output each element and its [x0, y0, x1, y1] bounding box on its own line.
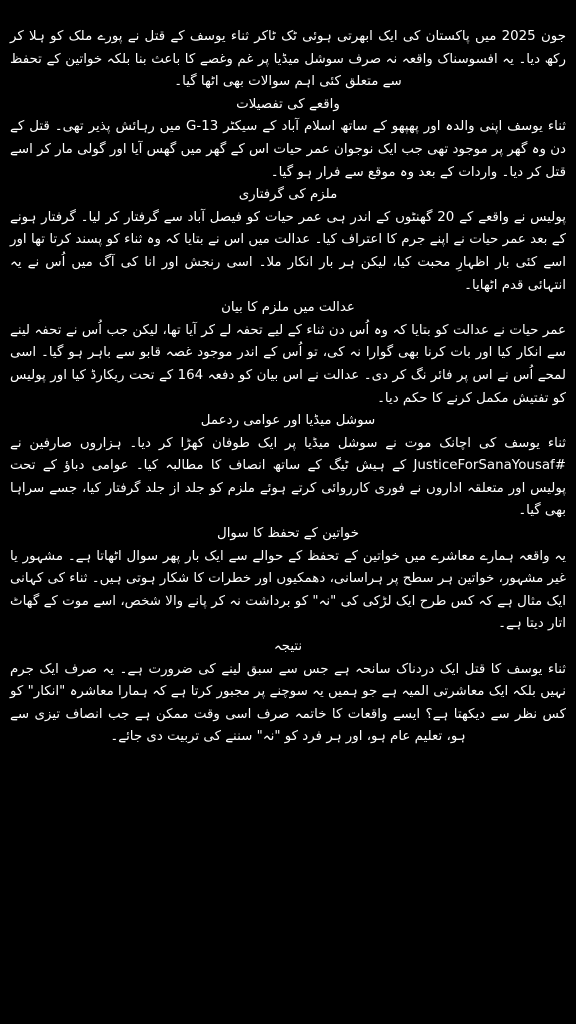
section-body-details: ثناء یوسف اپنی والدہ اور پھپھو کے ساتھ اسلام آباد کے سیکٹر G-13 میں رہائش پذیر تھی۔ قتل کے دن وہ گھر پر موجود تھی جب ایک نوجوان عمر حیات اس کے گھر میں گھس آیا اور گولی مار کر اسے قتل کر دیا۔ واردات کے بعد وہ موقع سے فرار ہو گیا۔ — [10, 119, 566, 180]
section-heading-women-safety: خواتین کے تحفظ کا سوال — [216, 526, 360, 542]
section-heading-details: واقعے کی تفصیلات — [236, 96, 340, 112]
section-body-court-statement: عمر حیات نے عدالت کو بتایا کہ وہ اُس دن ثناء کے لیے تحفہ لے کر آیا تھا، لیکن جب اُس نے تحفہ لینے سے انکار کیا اور بات کرنا بھی گوارا نہ کی، تو اُس کے اندر موجود غصہ قابو سے باہر ہو گیا۔ اسی لمحے اُس نے اس پر فائر نگ کر دی۔ عدالت نے اس بیان کو دفعہ 164 کے تحت ریکارڈ کیا اور پولیس کو تفتیش مکمل کرنے کا حکم دیا۔ — [10, 322, 566, 406]
intro-paragraph: جون 2025 میں پاکستان کی ایک ابھرتی ہوئی ٹک ٹاکر ثناء یوسف کے قتل نے پورے ملک کو ہلا کر رکھ دیا۔ یہ افسوسناک واقعہ نہ صرف سوشل میڈیا پر غم وغصے کا باعث بنا بلکہ خواتین کے تحفظ سے متعلق کئی اہم سوالات بھی اٹھا گیا۔ — [10, 29, 566, 90]
section-heading-arrest: ملزم کی گرفتاری — [238, 187, 338, 203]
section-body-conclusion: ثناء یوسف کا قتل ایک دردناک سانحہ ہے جس سے سبق لینے کی ضرورت ہے۔ یہ صرف ایک جرم نہیں بلکہ ایک معاشرتی المیہ ہے جو ہمیں یہ سوچنے پر مجبور کرتا ہے کہ ہمارا معاشرہ "انکار" کو کس نظر سے دیکھتا ہے؟ ایسے واقعات کا خاتمہ صرف اسی وقت ممکن ہے جب انصاف تیزی سے ہو، تعلیم عام ہو، اور ہر فرد کو "نہ" سننے کی تربیت دی جائے۔ — [10, 661, 566, 745]
section-heading-court-statement: عدالت میں ملزم کا بیان — [221, 300, 355, 316]
article-body — [10, 26, 566, 749]
section-body-women-safety: یہ واقعہ ہمارے معاشرے میں خواتین کے تحفظ کے حوالے سے ایک بار پھر سوال اٹھاتا ہے۔ مشہور یا غیر مشہور، خواتین ہر سطح پر ہراسانی، دھمکیوں اور خطرات کا شکار ہوتی ہیں۔ ثناء کی کہانی ایک مثال ہے کہ کس طرح ایک لڑکی کی "نہ" کو برداشت نہ کر پانے والا شخص، اسے موت کے گھاٹ اتار دیتا ہے۔ — [10, 548, 566, 632]
section-body-social-media: ثناء یوسف کی اچانک موت نے سوشل میڈیا پر ایک طوفان کھڑا کر دیا۔ ہزاروں صارفین نے #JusticeForSanaYousaf کے ہیش ٹیگ کے ساتھ انصاف کا مطالبہ کیا۔ عوامی دباؤ کے تحت پولیس اور متعلقہ اداروں نے فوری کارروائی کرتے ہوئے ملزم کو جلد از جلد گرفتار کیا، جسے سراہا بھی گیا۔ — [10, 435, 566, 519]
section-heading-conclusion: نتیجہ — [273, 639, 303, 655]
section-heading-social-media: سوشل میڈیا اور عوامی ردعمل — [200, 413, 376, 429]
section-body-arrest: پولیس نے واقعے کے 20 گھنٹوں کے اندر ہی عمر حیات کو فیصل آباد سے گرفتار کر لیا۔ گرفتار ہونے کے بعد عمر حیات نے اپنے جرم کا اعتراف کیا۔ عدالت میں اس نے بتایا کہ وہ ثناء کو پسند کرتا تھا اور اسے کئی بار اظہارِ محبت کیا، لیکن ہر بار انکار ملا۔ اسی رنجش اور انا کی آگ میں اُس نے یہ انتہائی قدم اٹھایا۔ — [10, 209, 566, 293]
